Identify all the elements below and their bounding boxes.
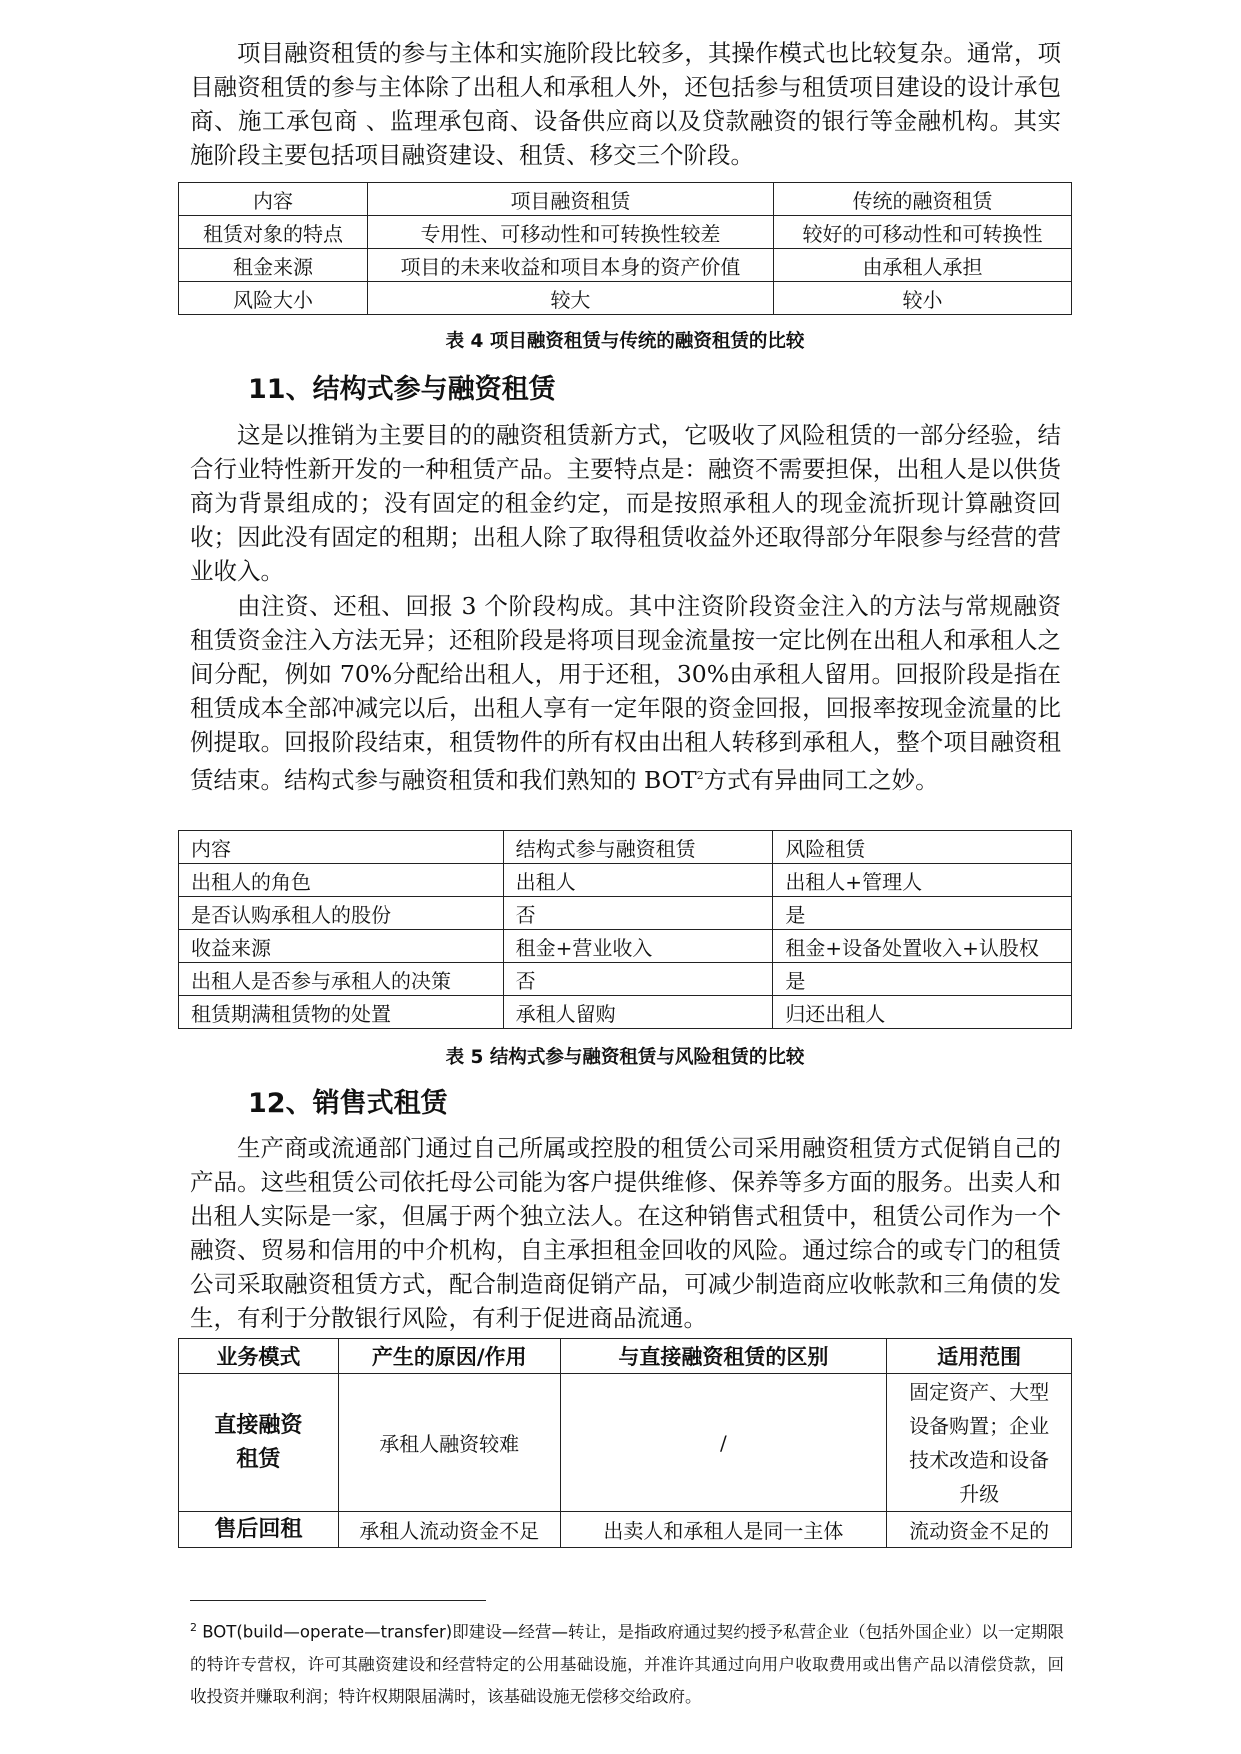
table-cell-mode: 售后回租 <box>179 1512 339 1548</box>
table-cell: 归还出租人 <box>773 996 1072 1029</box>
table-cell: 承租人流动资金不足 <box>338 1512 560 1548</box>
table-header-cell: 传统的融资租赁 <box>773 183 1071 216</box>
table-cell: 出租人+管理人 <box>773 864 1072 897</box>
scope-line: 升级 <box>959 1481 1000 1506</box>
table-row <box>179 930 1072 963</box>
mode-line: 租赁 <box>236 1446 281 1472</box>
table-cell: 租赁期满租赁物的处置 <box>179 996 504 1029</box>
table-cell: 出租人 <box>503 864 773 897</box>
table-header-cell: 结构式参与融资租赁 <box>503 831 773 864</box>
scope-line: 固定资产、大型 <box>909 1379 1050 1404</box>
table-cell: 流动资金不足的 <box>887 1512 1072 1548</box>
table-cell: 出卖人和承租人是同一主体 <box>560 1512 887 1548</box>
section-11-paragraph-1: 这是以推销为主要目的的融资租赁新方式，它吸收了风险租赁的一部分经验，结合行业特性新开发的一种租赁产品。主要特点是：融资不需要担保，出租人是以供货商为背景组成的；没有固定的租金约定，而是按照承租人的现金流折现计算融资回收；因此没有固定的租期；出租人除了取得租赁收益外还取得部分年限参与经营的营业收入。 <box>190 421 1061 585</box>
table-row <box>179 864 1072 897</box>
table-header-cell: 与直接融资租赁的区别 <box>560 1339 887 1374</box>
table-header-cell: 项目融资租赁 <box>367 183 773 216</box>
table-row <box>179 1374 1072 1512</box>
footnote-separator <box>190 1600 486 1601</box>
table-cell: 出租人是否参与承租人的决策 <box>179 963 504 996</box>
table-cell: 承租人融资较难 <box>338 1374 560 1512</box>
table-5-caption: 表 5 结构式参与融资租赁与风险租赁的比较 <box>445 1047 805 1068</box>
table-header-cell: 产生的原因/作用 <box>338 1339 560 1374</box>
section-12-paragraph-1: 生产商或流通部门通过自己所属或控股的租赁公司采用融资租赁方式促销自己的产品。这些租赁公司依托母公司能为客户提供维修、保养等多方面的服务。出卖人和出租人实际是一家，但属于两个独立法人。在这种销售式租赁中，租赁公司作为一个融资、贸易和信用的中介机构，自主承担租金回收的风险。通过综合的或专门的租赁公司采取融资租赁方式，配合制造商促销产品，可减少制造商应收帐款和三角债的发生，有利于分散银行风险，有利于促进商品流通。 <box>190 1134 1061 1332</box>
table-row <box>179 216 1072 249</box>
table-row <box>179 1512 1072 1548</box>
table-cell: 由承租人承担 <box>773 249 1071 282</box>
table-cell-scope <box>887 1374 1072 1512</box>
table-cell: 较小 <box>773 282 1071 315</box>
table-cell: 是否认购承租人的股份 <box>179 897 504 930</box>
table-4-caption: 表 4 项目融资租赁与传统的融资租赁的比较 <box>445 331 805 352</box>
table-header-row <box>179 183 1072 216</box>
table-cell: 是 <box>773 963 1072 996</box>
table-header-cell: 内容 <box>179 831 504 864</box>
table-cell: 租金来源 <box>179 249 368 282</box>
table-header-cell: 内容 <box>179 183 368 216</box>
table-header-cell: 业务模式 <box>179 1339 339 1374</box>
footnote-mark: 2 <box>190 1621 197 1634</box>
table-cell: 专用性、可移动性和可转换性较差 <box>367 216 773 249</box>
table-cell: 较好的可移动性和可转换性 <box>773 216 1071 249</box>
table-row <box>179 249 1072 282</box>
table-cell: 是 <box>773 897 1072 930</box>
section-11-heading: 11、结构式参与融资租赁 <box>248 374 556 405</box>
table-header-row <box>179 831 1072 864</box>
section-11-paragraph-2 <box>190 589 1061 797</box>
table-row <box>179 282 1072 315</box>
table-row <box>179 963 1072 996</box>
scope-line: 技术改造和设备 <box>909 1447 1050 1472</box>
table-cell: 承租人留购 <box>503 996 773 1029</box>
table-header-row <box>179 1339 1072 1374</box>
table-5 <box>178 830 1072 1029</box>
table-cell: 租金+设备处置收入+认股权 <box>773 930 1072 963</box>
table-cell-mode <box>179 1374 339 1512</box>
footnote-text: BOT(build—operate—transfer)即建设—经营—转让，是指政府通过契约授予私营企业（包括外国企业）以一定期限的特许专营权，许可其融资建设和经营特定的公用基础设施，并准许其通过向用户收取费用或出售产品以清偿贷款，回收投资并赚取利润；特许权期限届满时，该基础设施无偿移交给政府。 <box>190 1622 1064 1706</box>
table-cell: 收益来源 <box>179 930 504 963</box>
footnote-reference[interactable]: 2 <box>696 769 704 782</box>
table-row <box>179 996 1072 1029</box>
table-header-cell: 风险租赁 <box>773 831 1072 864</box>
table-row <box>179 897 1072 930</box>
table-cell: 出租人的角色 <box>179 864 504 897</box>
table-4 <box>178 182 1072 315</box>
mode-line: 直接融资 <box>214 1412 303 1438</box>
section-12-heading: 12、销售式租赁 <box>248 1088 448 1119</box>
table-cell: 租金+营业收入 <box>503 930 773 963</box>
table-header-cell: 适用范围 <box>887 1339 1072 1374</box>
paragraph-text: 由注资、还租、回报 3 个阶段构成。其中注资阶段资金注入的方法与常规融资租赁资金注入方法无异；还租阶段是将项目现金流量按一定比例在出租人和承租人之间分配，例如 70%分配给出租人，用于还租，30%由承租人留用。回报阶段是指在租赁成本全部冲减完以后，出租人享有一定年限的资金回报，回报率按现金流量的比例提取。回报阶段结束，租赁物件的所有权由出租人转移到承租人，整个项目融资租赁结束。结构式参与融资租赁和我们熟知的 BOT <box>190 592 1061 794</box>
intro-paragraph: 项目融资租赁的参与主体和实施阶段比较多，其操作模式也比较复杂。通常，项目融资租赁的参与主体除了出租人和承租人外，还包括参与租赁项目建设的设计承包商、施工承包商 、监理承包商、设备供应商以及贷款融资的银行等金融机构。其实施阶段主要包括项目融资建设、租赁、移交三个阶段。 <box>190 39 1061 169</box>
table-cell: 否 <box>503 963 773 996</box>
table-cell: 较大 <box>367 282 773 315</box>
table-cell: / <box>560 1374 887 1512</box>
footnote <box>190 1612 1064 1713</box>
scope-line: 设备购置；企业 <box>909 1413 1050 1438</box>
table-cell: 否 <box>503 897 773 930</box>
table-cell: 风险大小 <box>179 282 368 315</box>
paragraph-text: 方式有异曲同工之妙。 <box>703 765 939 794</box>
table-cell: 租赁对象的特点 <box>179 216 368 249</box>
table-6 <box>178 1338 1072 1548</box>
table-cell: 项目的未来收益和项目本身的资产价值 <box>367 249 773 282</box>
